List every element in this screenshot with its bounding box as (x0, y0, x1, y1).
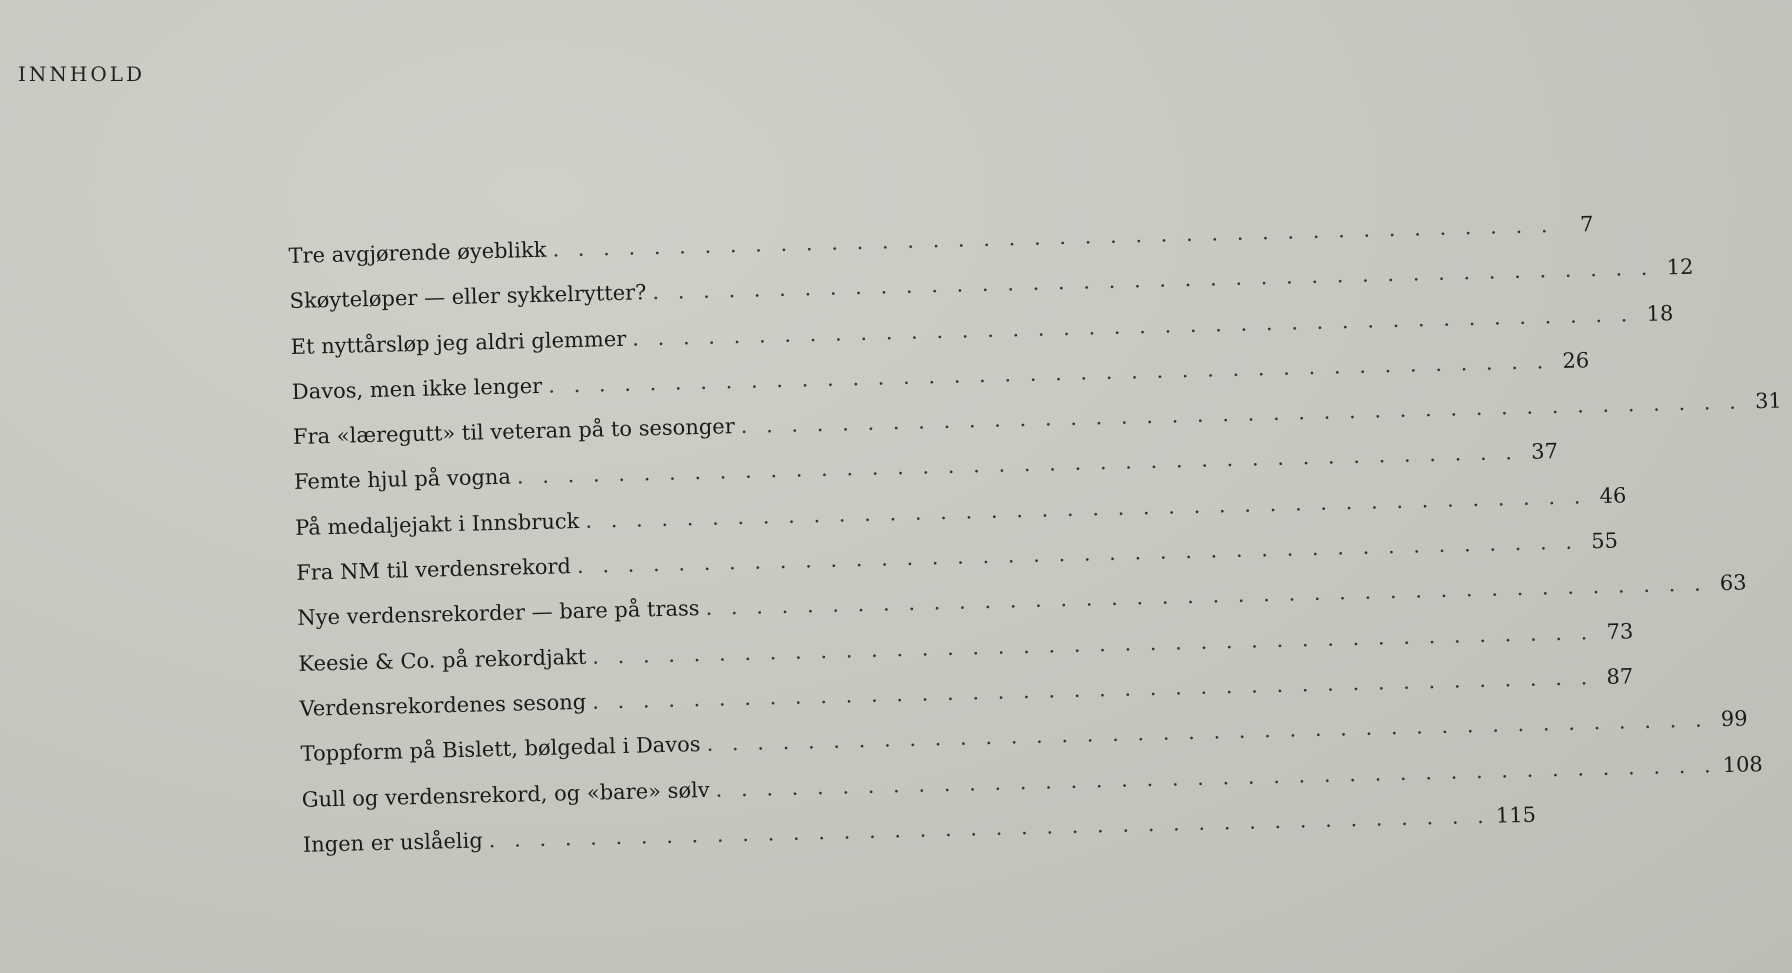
toc-entry-title: Gull og verdensrekord, og «bare» sølv (301, 777, 710, 812)
toc-entry-page: 99 (1720, 706, 1748, 732)
toc-entry-page: 26 (1562, 348, 1590, 373)
toc-entry-page: 18 (1646, 300, 1674, 326)
toc-entry-page: 12 (1666, 254, 1694, 280)
toc-entry-page: 31 (1754, 388, 1783, 414)
page-heading: INNHOLD (18, 62, 146, 86)
toc-entry-page: 37 (1530, 439, 1559, 465)
toc-entry-title: Skøyteløper — eller sykkelrytter? (289, 280, 647, 314)
toc-entry-title: Toppform på Bislett, bølgedal i Davos (300, 732, 701, 767)
toc-entry-page: 87 (1606, 664, 1634, 689)
toc-entry-page: 7 (1579, 212, 1594, 237)
toc-entry-page: 73 (1606, 618, 1634, 644)
toc-entry-page: 63 (1719, 570, 1747, 596)
toc-entry-title: Keesie & Co. på rekordjakt (298, 644, 587, 676)
toc-entry-page: 108 (1722, 751, 1764, 777)
toc-entry-title: Nye verdensrekorder — bare på trass (297, 596, 700, 631)
toc-entry-title: Fra NM til verdensrekord (295, 554, 572, 585)
toc-entry-title: Davos, men ikke lenger (291, 373, 543, 404)
toc-entry-title: Fra «læregutt» til veteran på to sesonger (292, 414, 736, 450)
toc-entry-page: 46 (1599, 483, 1627, 508)
toc-entry-title: Ingen er uslåelig (302, 828, 484, 857)
toc-entry-title: På medaljejakt i Innsbruck (294, 508, 580, 540)
toc-entry-page: 115 (1495, 802, 1537, 828)
toc-entry-title: Et nyttårsløp jeg aldri glemmer (290, 326, 627, 359)
toc-entry-page: 55 (1590, 528, 1619, 554)
toc-entry-title: Tre avgjørende øyeblikk (288, 237, 547, 268)
toc-entry-title: Verdensrekordenes sesong (299, 689, 587, 721)
table-of-contents (288, 212, 1783, 868)
toc-entry-title: Femte hjul på vogna (293, 465, 512, 495)
